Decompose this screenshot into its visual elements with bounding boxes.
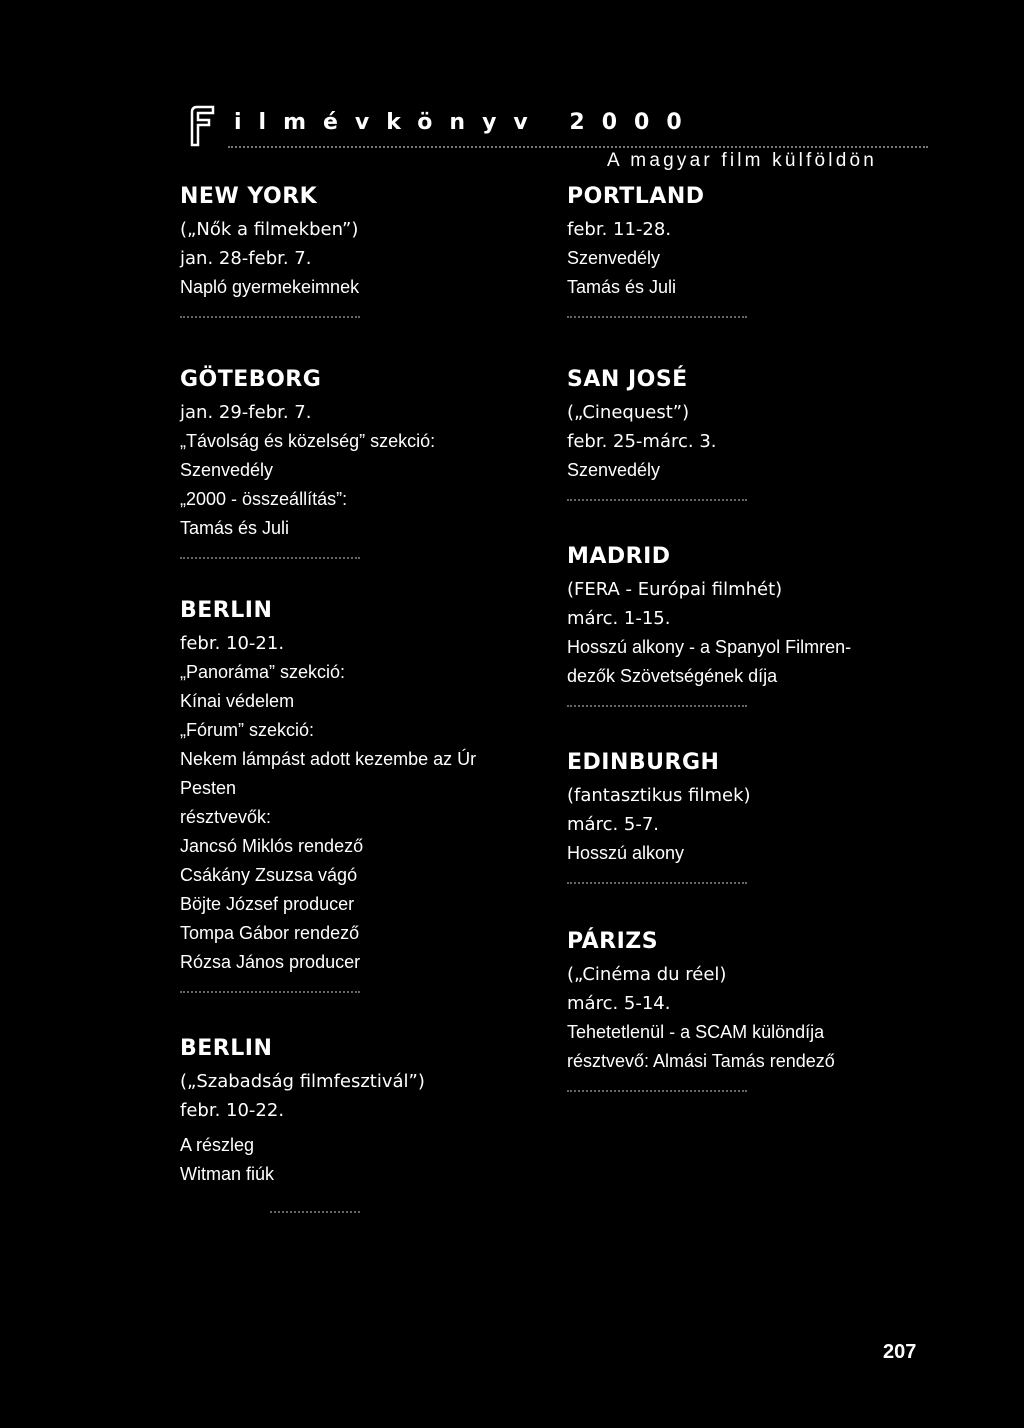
entry-line: Rózsa János producer xyxy=(180,952,361,972)
entry-line: („Szabadság filmfesztivál”) xyxy=(180,1071,425,1092)
entry-line: Szenvedély xyxy=(180,460,274,480)
entry-line: Witman fiúk xyxy=(180,1164,275,1184)
festival-city: BERLIN xyxy=(180,1036,273,1061)
entry-line: Szenvedély xyxy=(567,248,661,268)
entry-line: febr. 10-22. xyxy=(180,1100,285,1121)
entry-line: Kínai védelem xyxy=(180,691,295,711)
festival-entry xyxy=(180,183,560,318)
entry-line: „Távolság és közelség” szekció: xyxy=(180,431,436,451)
entry-line: márc. 5-14. xyxy=(567,993,671,1014)
festival-entry xyxy=(180,366,560,559)
festival-entry xyxy=(567,543,947,707)
entry-line: Jancsó Miklós rendező xyxy=(180,836,364,856)
entry-line: („Cinequest”) xyxy=(567,402,690,423)
festival-city: GÖTEBORG xyxy=(180,367,322,392)
section-divider xyxy=(270,1211,360,1213)
section-divider xyxy=(180,991,360,993)
section-divider xyxy=(180,557,360,559)
entry-line: Tamás és Juli xyxy=(180,518,290,538)
entry-line: Napló gyermekeimnek xyxy=(180,277,360,297)
entry-line: márc. 1-15. xyxy=(567,608,671,629)
entry-line: Szenvedély xyxy=(567,460,661,480)
entry-line: (FERA - Európai filmhét) xyxy=(567,579,783,600)
entry-line: „Panoráma” szekció: xyxy=(180,662,346,682)
header-divider xyxy=(228,146,928,148)
festival-city: EDINBURGH xyxy=(567,750,720,775)
festival-entry xyxy=(567,928,947,1092)
festival-city: PORTLAND xyxy=(567,184,705,209)
entry-line: febr. 11-28. xyxy=(567,219,672,240)
festival-entry xyxy=(180,597,560,993)
entry-line: Böjte József producer xyxy=(180,894,355,914)
entry-line: (fantasztikus filmek) xyxy=(567,785,751,806)
left-column xyxy=(180,183,560,1213)
festival-city: MADRID xyxy=(567,544,671,569)
section-divider xyxy=(567,316,747,318)
festival-entry xyxy=(567,749,947,884)
section-divider xyxy=(567,705,747,707)
entry-line: Tompa Gábor rendező xyxy=(180,923,360,943)
entry-line: Tehetetlenül - a SCAM különdíja xyxy=(567,1022,825,1042)
entry-line: Tamás és Juli xyxy=(567,277,677,297)
right-column xyxy=(567,183,947,1092)
header-subtitle: A magyar film külföldön xyxy=(607,150,878,171)
entry-line: („Cinéma du réel) xyxy=(567,964,727,985)
festival-city: PÁRIZS xyxy=(567,929,659,954)
entry-line: jan. 28-febr. 7. xyxy=(180,248,312,269)
entry-line: Pesten xyxy=(180,778,237,798)
entry-line: „2000 - összeállítás”: xyxy=(180,489,348,509)
section-divider xyxy=(180,316,360,318)
page-number: 207 xyxy=(883,1341,917,1363)
entry-line: márc. 5-7. xyxy=(567,814,660,835)
section-divider xyxy=(567,499,747,501)
festival-entry xyxy=(567,366,947,501)
entry-line: A részleg xyxy=(180,1135,255,1155)
festival-entry xyxy=(567,183,947,318)
entry-line: febr. 10-21. xyxy=(180,633,285,654)
section-divider xyxy=(567,1090,747,1092)
entry-line: résztvevő: Almási Tamás rendező xyxy=(567,1051,835,1071)
entry-line: „Fórum” szekció: xyxy=(180,720,315,740)
entry-line: Csákány Zsuzsa vágó xyxy=(180,865,358,885)
entry-line: („Nők a filmekben”) xyxy=(180,219,359,240)
entry-line: jan. 29-febr. 7. xyxy=(180,402,312,423)
festival-city: SAN JOSÉ xyxy=(567,367,688,392)
festival-city: BERLIN xyxy=(180,598,273,623)
festival-city: NEW YORK xyxy=(180,184,318,209)
header-title: ilmévkönyv 2000 xyxy=(234,110,699,135)
f-logo-icon xyxy=(189,103,217,147)
entry-line: résztvevők: xyxy=(180,807,272,827)
entry-line: febr. 25-márc. 3. xyxy=(567,431,717,452)
entry-line: dezők Szövetségének díja xyxy=(567,666,778,686)
festival-entry xyxy=(180,1035,560,1213)
entry-line: Nekem lámpást adott kezembe az Úr xyxy=(180,749,477,769)
section-divider xyxy=(567,882,747,884)
entry-line: Hosszú alkony - a Spanyol Filmren- xyxy=(567,637,852,657)
entry-line: Hosszú alkony xyxy=(567,843,685,863)
